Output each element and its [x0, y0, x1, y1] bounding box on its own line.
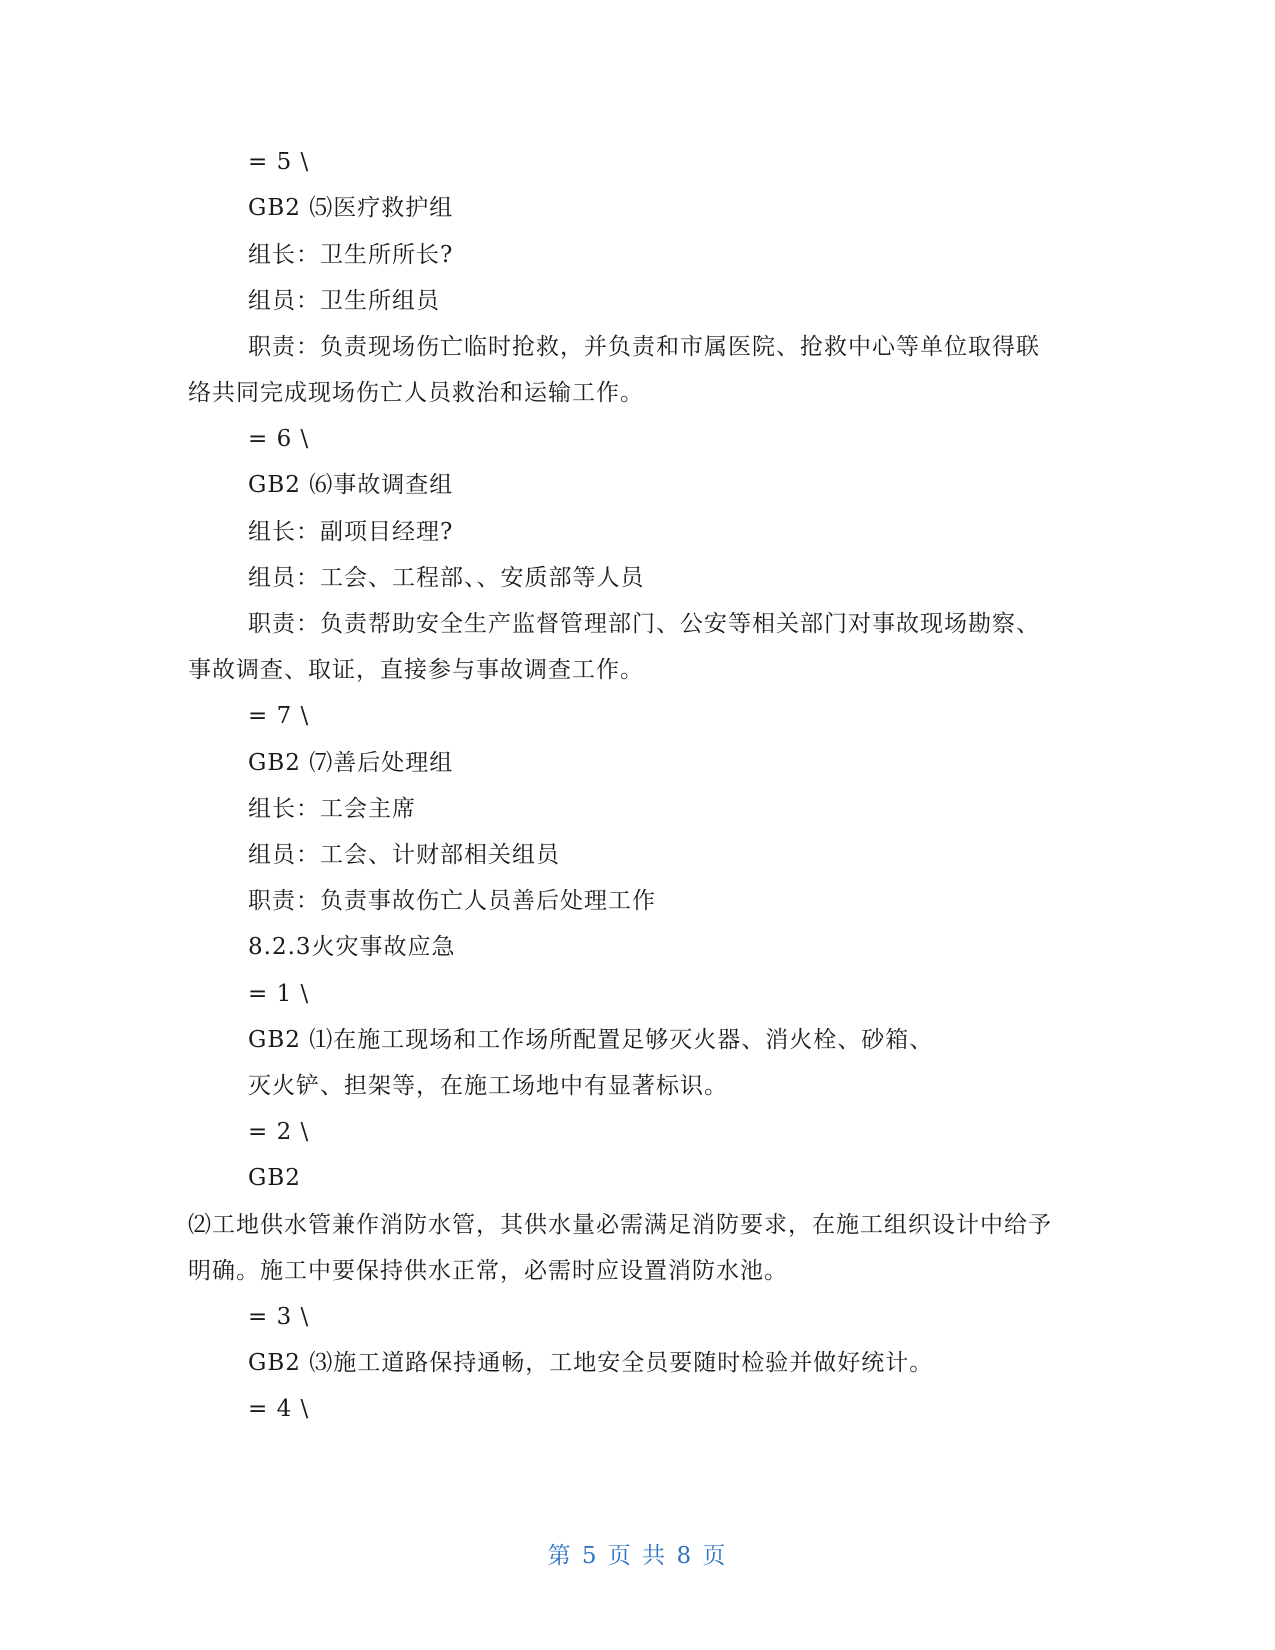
group-members: 组员：工会、工程部、、安质部等人员: [248, 565, 645, 591]
section-marker: = 3 \: [248, 1304, 310, 1330]
group-heading: GB2 ⑺善后处理组: [248, 750, 454, 776]
section-title: 8.2.3火灾事故应急: [248, 934, 456, 960]
group-duty-cont: 事故调查、取证，直接参与事故调查工作。: [188, 657, 644, 683]
section-marker: = 6 \: [248, 426, 310, 452]
section-marker: = 2 \: [248, 1119, 310, 1145]
paragraph: GB2 ⑶施工道路保持通畅，工地安全员要随时检验并做好统计。: [248, 1350, 934, 1376]
section-marker: = 1 \: [248, 981, 310, 1007]
paragraph-cont: 明确。施工中要保持供水正常，必需时应设置消防水池。: [188, 1258, 788, 1284]
page-footer: 第 5 页 共 8 页: [547, 1543, 728, 1569]
group-leader: 组长：卫生所所长?: [248, 242, 454, 268]
group-members: 组员：卫生所组员: [248, 288, 440, 314]
group-leader: 组长：副项目经理?: [248, 519, 454, 545]
group-leader: 组长：工会主席: [248, 796, 416, 822]
group-duty-cont: 络共同完成现场伤亡人员救治和运输工作。: [188, 380, 644, 406]
paragraph: GB2 ⑴在施工现场和工作场所配置足够灭火器、消火栓、砂箱、: [248, 1027, 934, 1053]
group-heading: GB2 ⑸医疗救护组: [248, 195, 454, 221]
section-marker: = 5 \: [248, 149, 310, 175]
group-duty: 职责：负责事故伤亡人员善后处理工作: [248, 888, 656, 914]
paragraph: GB2: [248, 1165, 301, 1191]
paragraph: ⑵工地供水管兼作消防水管，其供水量必需满足消防要求，在施工组织设计中给予: [188, 1212, 1052, 1238]
section-marker: = 7 \: [248, 703, 310, 729]
group-members: 组员：工会、计财部相关组员: [248, 842, 560, 868]
group-duty: 职责：负责现场伤亡临时抢救，并负责和市属医院、抢救中心等单位取得联: [248, 334, 1040, 360]
group-heading: GB2 ⑹事故调查组: [248, 472, 454, 498]
section-marker: = 4 \: [248, 1396, 310, 1422]
group-duty: 职责：负责帮助安全生产监督管理部门、公安等相关部门对事故现场勘察、: [248, 611, 1040, 637]
paragraph-cont: 灭火铲、担架等，在施工场地中有显著标识。: [248, 1073, 728, 1099]
